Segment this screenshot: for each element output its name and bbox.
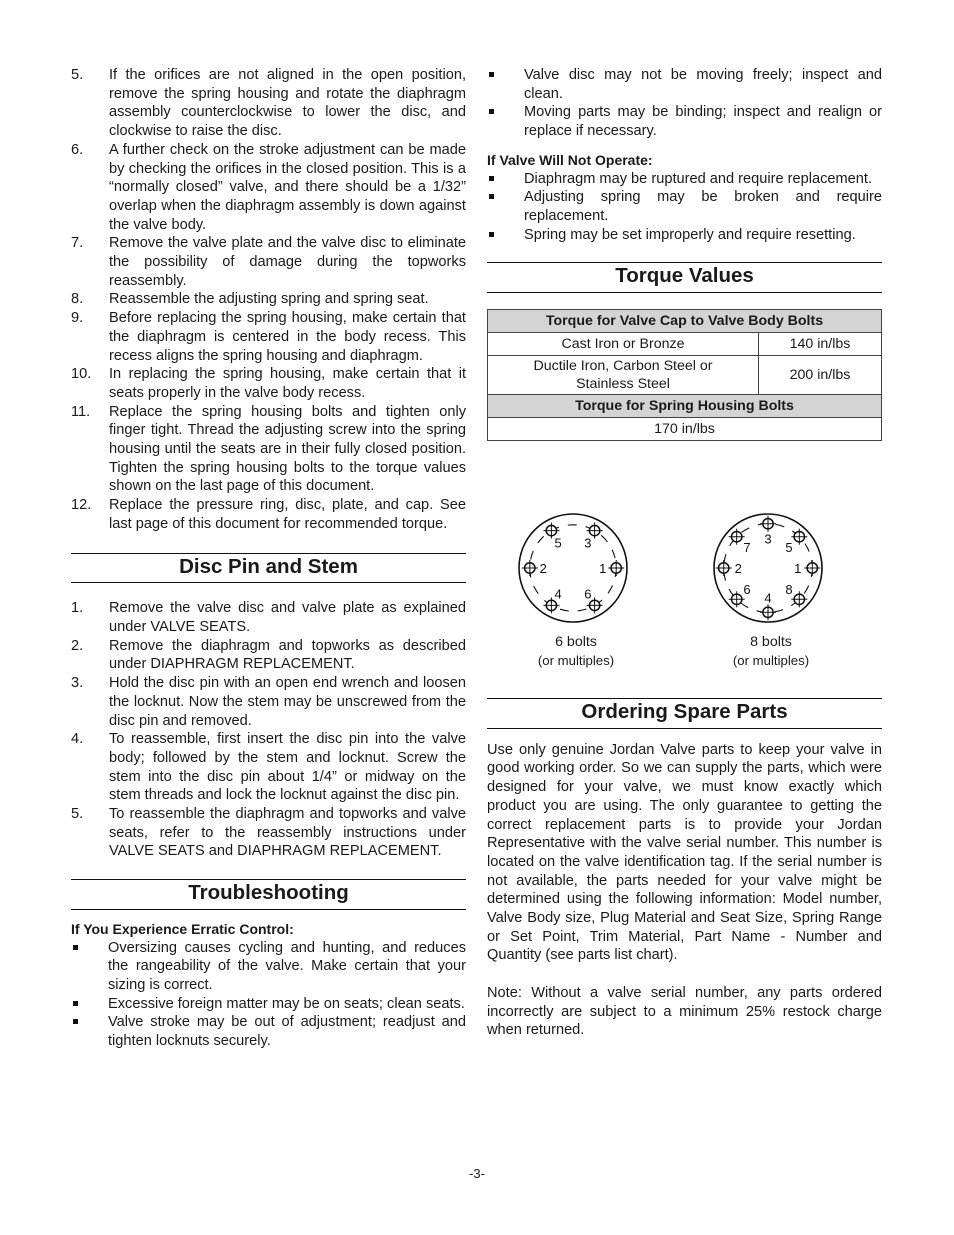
list-item: 5. If the orifices are not aligned in the open position, remove the spring housing and rotate the diaphragm assembly counterclockwise to lower the disc, and clockwise to raise the disc. <box>71 67 466 140</box>
reassembly-steps <box>71 66 466 534</box>
list-item: 6. A further check on the stroke adjustment can be made by checking the orifices in the closed position. This is a “normally closed” valve, and there should be a 1/32” overlap when the diaphragm assembly is down against the valve body. <box>71 141 466 233</box>
table-row <box>488 333 882 356</box>
bolt-hole <box>522 560 538 576</box>
bullet-icon <box>489 72 494 77</box>
table-row <box>488 395 882 418</box>
list-item: 1. Remove the valve disc and valve plate as explained under VALVE SEATS. <box>71 600 466 635</box>
bullet-icon <box>489 194 494 199</box>
list-item: Adjusting spring may be broken and require replacement. <box>487 188 882 225</box>
material-cell: Ductile Iron, Carbon Steel or Stainless Steel <box>488 356 759 395</box>
bolt-number: 4 <box>554 586 562 602</box>
torque-cell: 200 in/lbs <box>759 356 882 395</box>
list-item: 12. Replace the pressure ring, disc, plate, and cap. See last page of this document for recommended torque. <box>71 497 466 532</box>
erratic-list <box>71 939 466 1051</box>
bolt-hole <box>760 516 776 532</box>
page-number: -3- <box>469 1166 485 1181</box>
bolt-number: 2 <box>539 561 547 576</box>
bullet-icon <box>73 1019 78 1024</box>
torque-values-heading: Torque Values <box>487 262 882 293</box>
spring-bolts-header: Torque for Spring Housing Bolts <box>488 395 882 418</box>
torque-cell: 140 in/lbs <box>759 333 882 356</box>
list-item: 10. In replacing the spring housing, make certain that it seats properly in the valve body recess. <box>71 366 466 401</box>
list-item: 4. To reassemble, first insert the disc pin into the valve body; followed by the stem and locknut. Screw the stem into the disc pin about 1/4” or midway on the stem threads and lock the locknut against the disc pin. <box>71 731 466 804</box>
bolt-number: 1 <box>794 561 802 576</box>
disc-pin-steps <box>71 599 466 861</box>
bullet-icon <box>489 232 494 237</box>
bolt-pattern-diagrams <box>487 500 882 635</box>
eight-bolt-label: 8 bolts (or multiples) <box>732 634 810 668</box>
cap-bolts-header: Torque for Valve Cap to Valve Body Bolts <box>488 310 882 333</box>
list-item: Excessive foreign matter may be on seats; clean seats. <box>71 995 466 1014</box>
material-cell: Cast Iron or Bronze <box>488 333 759 356</box>
bolt-number: 1 <box>599 561 607 576</box>
troubleshooting-heading: Troubleshooting <box>71 879 466 910</box>
restock-note: Note: Without a valve serial number, any parts ordered incorrectly are subject to a minimum 25% restock charge when returned. <box>487 984 882 1039</box>
bolt-number: 7 <box>743 539 751 555</box>
spare-parts-section <box>487 698 882 1040</box>
torque-cell: 170 in/lbs <box>488 418 882 441</box>
table-row <box>488 310 882 333</box>
right-column <box>487 66 882 441</box>
erratic-control-heading: If You Experience Erratic Control: <box>71 920 294 937</box>
bolt-hole <box>716 560 732 576</box>
list-item: Oversizing causes cycling and hunting, and reduces the rangeability of the valve. Make certain that your sizing is correct. <box>71 939 466 995</box>
bolt-hole <box>791 529 807 545</box>
erratic-list-continued <box>487 66 882 141</box>
not-operate-heading: If Valve Will Not Operate: <box>487 151 653 168</box>
disc-pin-heading: Disc Pin and Stem <box>71 553 466 584</box>
list-item: 9. Before replacing the spring housing, make certain that the diaphragm is centered in the body recess. This recess aligns the spring housing and diaphragm. <box>71 310 466 364</box>
bolt-number: 6 <box>584 586 592 602</box>
bolt-hole <box>729 591 745 607</box>
list-item: Spring may be set improperly and require resetting. <box>487 226 882 245</box>
bolt-hole <box>760 604 776 620</box>
bolt-number: 3 <box>764 531 772 547</box>
list-item: 3. Hold the disc pin with an open end wrench and loosen the locknut. Now the stem may be unscrewed from the disc pin and removed. <box>71 675 466 729</box>
bolt-pattern <box>519 514 627 622</box>
torque-table <box>487 309 882 441</box>
bullet-icon <box>73 1001 78 1006</box>
not-operate-list <box>487 170 882 245</box>
bolt-number: 2 <box>734 561 742 576</box>
list-item: Valve disc may not be moving freely; inspect and clean. <box>487 66 882 103</box>
bolt-hole <box>608 560 624 576</box>
bolt-hole <box>729 529 745 545</box>
list-item: Moving parts may be binding; inspect and realign or replace if necessary. <box>487 103 882 140</box>
bolt-pattern <box>714 514 822 622</box>
spare-parts-heading: Ordering Spare Parts <box>487 698 882 729</box>
table-row <box>488 356 882 395</box>
bolt-hole <box>791 591 807 607</box>
list-item: Valve stroke may be out of adjustment; readjust and tighten locknuts securely. <box>71 1013 466 1050</box>
bullet-icon <box>489 109 494 114</box>
bullet-icon <box>489 176 494 181</box>
bolt-number: 4 <box>764 590 772 606</box>
list-item: Diaphragm may be ruptured and require replacement. <box>487 170 882 189</box>
bolt-hole <box>804 560 820 576</box>
bolt-number: 8 <box>785 582 793 598</box>
spare-parts-paragraph: Use only genuine Jordan Valve parts to keep your valve in good working order. So we can supply the parts, which were designed for your valve, we must know exactly which product you are using. The only guarantee to getting the correct replacement parts is to provide your Jordan Representative with the valve serial number. This number is located on the valve identification tag. If the serial number is not available, the parts needed for your valve might be determined using the following information: Model number, Valve Body size, Plug Material and Seat Size, Spring Range or Set Point, Trim Material, Part Name - Number and Quantity (see parts list chart). <box>487 741 882 964</box>
list-item: 8. Reassemble the adjusting spring and spring seat. <box>71 291 429 308</box>
left-column <box>71 66 466 1051</box>
bolt-number: 6 <box>743 582 751 598</box>
bolt-number: 5 <box>554 535 562 551</box>
six-bolt-label: 6 bolts (or multiples) <box>537 634 615 668</box>
bullet-icon <box>73 945 78 950</box>
list-item: 5. To reassemble the diaphragm and topworks and valve seats, refer to the reassembly instructions under VALVE SEATS and DIAPHRAGM REPLACEMENT. <box>71 806 466 860</box>
list-item: 11. Replace the spring housing bolts and tighten only finger tight. Thread the adjusting screw into the spring housing until the seats are in their fully closed position. Tighten the spring housing bolts to the torque values shown on the last page of this document. <box>71 403 466 495</box>
list-item: 7. Remove the valve plate and the valve disc to eliminate the possibility of damage during the topworks reassembly. <box>71 235 466 289</box>
list-item: 2. Remove the diaphragm and topworks as described under DIAPHRAGM REPLACEMENT. <box>71 637 466 673</box>
table-row <box>488 418 882 441</box>
bolt-number: 5 <box>785 539 793 555</box>
bolt-number: 3 <box>584 535 592 551</box>
